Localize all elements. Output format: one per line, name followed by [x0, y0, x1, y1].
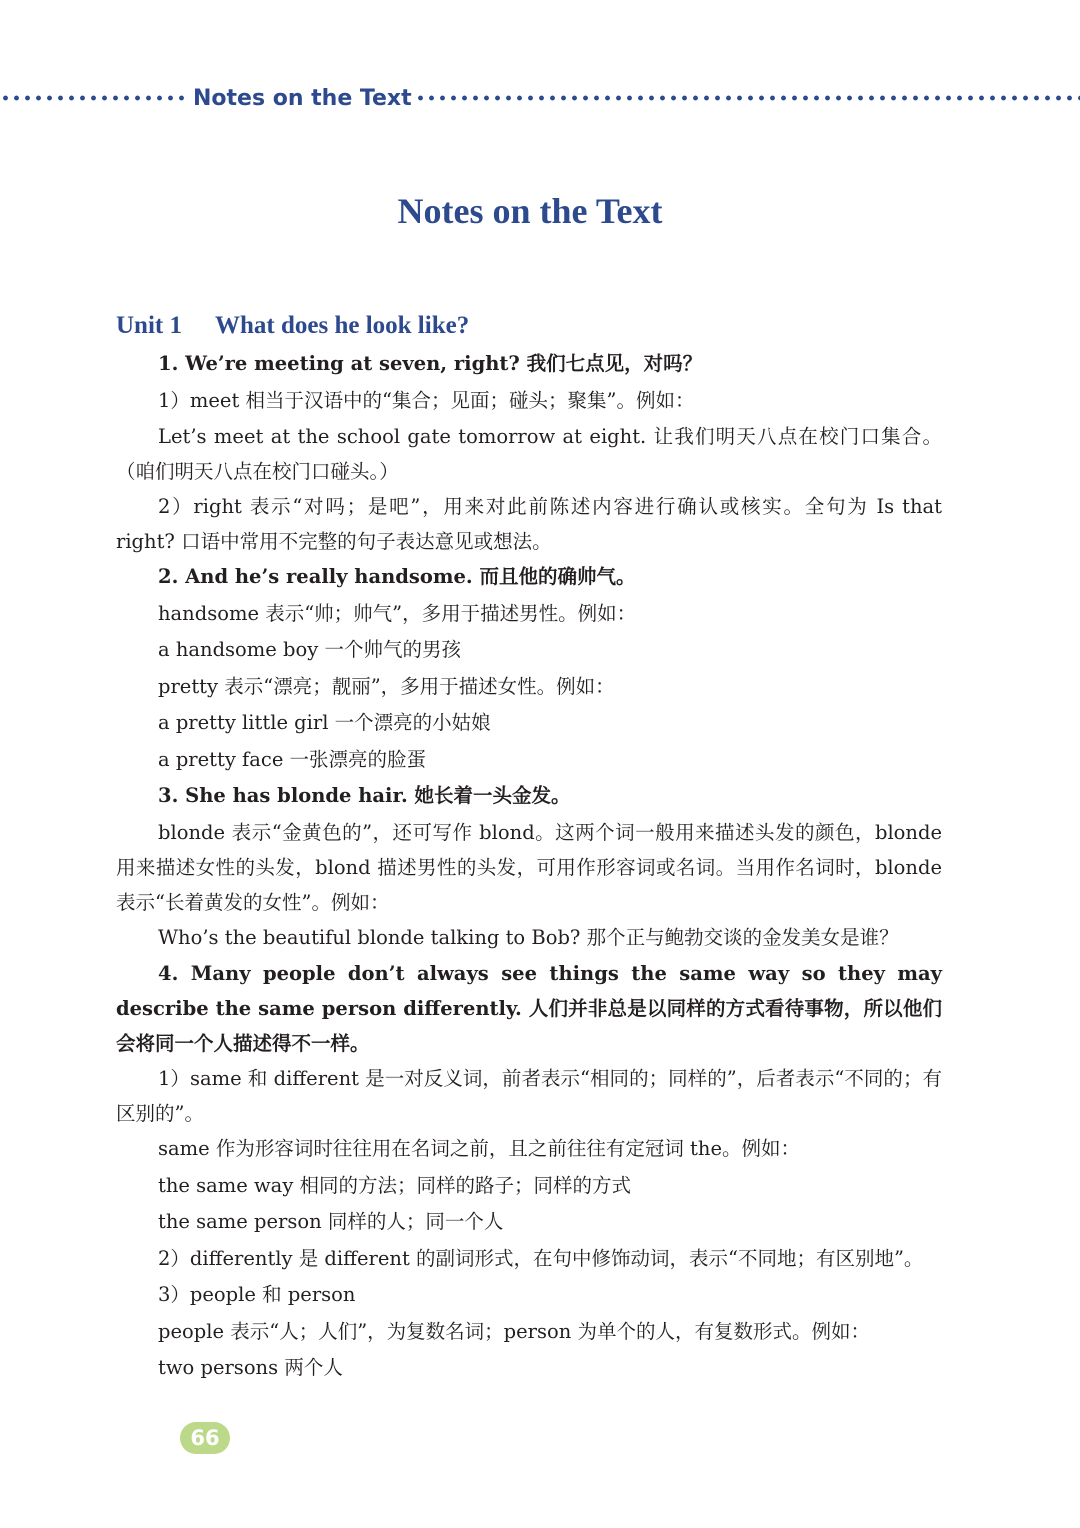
note-heading-13: 4. Many people don’t always see things the same way so they may describe the same person differently. 人们并非总是以同样的方式看待事物，所以他们会将同一个人描述得不一样。 [116, 962, 942, 1055]
dotted-rule-right [415, 95, 1080, 101]
note-line-1: 1）meet 相当于汉语中的“集合；见面；碰头；聚集”。例如： [158, 388, 695, 412]
running-header [0, 84, 1080, 112]
note-heading-4: 2. And he’s really handsome. 而且他的确帅气。 [158, 565, 636, 588]
note-line-8: a pretty little girl 一个漂亮的小姑娘 [158, 711, 491, 734]
note-line-7: pretty 表示“漂亮；靓丽”，多用于描述女性。例如： [158, 674, 615, 698]
unit-heading [116, 306, 942, 346]
note-line-9: a pretty face 一张漂亮的脸蛋 [158, 747, 427, 771]
page-title: Notes on the Text [397, 191, 663, 231]
note-heading-10: 3. She has blonde hair. 她长着一头金发。 [158, 784, 571, 807]
note-line-5: handsome 表示“帅；帅气”，多用于描述男性。例如： [158, 601, 637, 625]
note-line-14: 1）same 和 different 是一对反义词，前者表示“相同的；同样的”，后者表示“不同的；有区别的”。 [116, 1067, 942, 1125]
note-line-21: two persons 两个人 [158, 1356, 343, 1379]
note-line-16: the same way 相同的方法；同样的路子；同样的方式 [158, 1173, 632, 1197]
note-line-19: 3）people 和 person [158, 1283, 356, 1306]
note-line-18: 2）differently 是 different 的副词形式，在句中修饰动词，表示“不同地；有区别地”。 [158, 1246, 924, 1270]
running-head-title: Notes on the Text [193, 85, 412, 111]
note-line-12: Who’s the beautiful blonde talking to Bob? 那个正与鲍勃交谈的金发美女是谁？ [158, 925, 899, 949]
note-line-20: people 表示“人；人们”，为复数名词；person 为单个的人，有复数形式。例如： [158, 1319, 871, 1343]
note-line-11: blonde 表示“金黄色的”，还可写作 blond。这两个词一般用来描述头发的颜色，blonde 用来描述女性的头发，blond 描述男性的头发，可用作形容词或名词。当用作名词时，blonde 表示“长着黄发的女性”。例如： [116, 820, 942, 914]
note-line-2: Let’s meet at the school gate tomorrow at eight. 让我们明天八点在校门口集合。（咱们明天八点在校门口碰头。） [116, 425, 942, 483]
note-line-3: 2）right 表示“对吗；是吧”，用来对此前陈述内容进行确认或核实。全句为 Is that right? 口语中常用不完整的句子表达意见或想法。 [116, 495, 942, 553]
unit-title: What does he look like? [215, 312, 470, 339]
note-line-6: a handsome boy 一个帅气的男孩 [158, 638, 461, 661]
note-line-15: same 作为形容词时往往用在名词之前，且之前往往有定冠词 the。例如： [158, 1137, 800, 1160]
page-number-badge: 66 [180, 1422, 230, 1454]
dotted-rule-left [0, 95, 190, 101]
note-line-17: the same person 同样的人；同一个人 [158, 1210, 504, 1233]
notes-body [116, 306, 942, 1387]
note-lines [116, 346, 942, 1387]
unit-number: Unit 1 [116, 312, 182, 339]
note-heading-0: 1. We’re meeting at seven, right? 我们七点见，对吗？ [158, 352, 703, 375]
